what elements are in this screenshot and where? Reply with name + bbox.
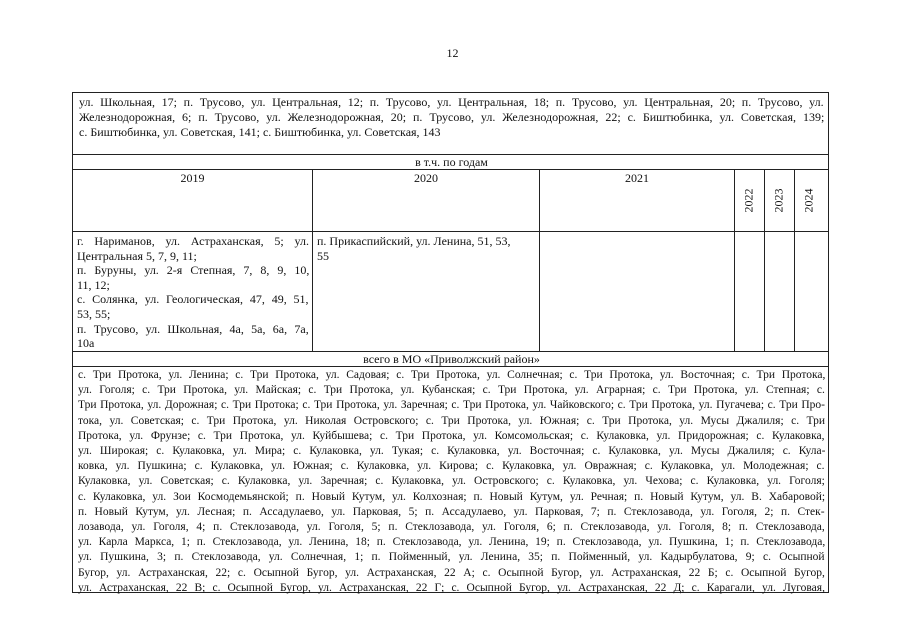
bottom-addresses-cell (78, 368, 825, 596)
column-divider (539, 169, 540, 351)
text-line: г. Нариманов, ул. Астраханская, 5; ул. (77, 234, 309, 248)
text-line: п. Прикаспийский, ул. Ленина, 51, 53, (317, 234, 511, 248)
text-line: ул. Карла Маркса, 1; п. Стеклозавода, ул. Ленина, 18; п. Стеклозавода, ул. Ленина, 19; п. Стеклозавода, ул. Пушкина, 1; п. Стеклозавода, (78, 536, 825, 549)
text-line: лозавода, ул. Гоголя, 4; п. Стеклозавода, ул. Гоголя, 5; п. Стеклозавода, ул. Гоголя, 6; п. Стеклозавода, ул. Гоголя, 8; п. Стеклозавода, (78, 521, 825, 534)
text-line: ул. Астраханская, 22 В; с. Осыпной Бугор, ул. Астраханская, 22 Г; с. Осыпной Бугор, ул. Астраханская, 22 Д; с. Карагали, ул. Луговая, (78, 581, 825, 594)
row-divider (73, 231, 828, 232)
col-2020-addresses (317, 234, 537, 263)
text-line: п. Новый Кутум, ул. Лесная; п. Ассадулаево, ул. Парковая, 5; п. Ассадулаево, ул. Парковая, 7; п. Стеклозавода, ул. Гоголя, 2; п. Стек- (78, 505, 825, 518)
year-header-2020: 2020 (414, 171, 438, 185)
text-line: ул. Школьная, 17; п. Трусово, ул. Центральная, 12; п. Трусово, ул. Центральная, 18; п. Трусово, ул. Центральная, 20; п. Трусово, ул. (79, 95, 824, 109)
column-divider (794, 169, 795, 351)
text-line: ковка, ул. Пушкина; с. Кулаковка, ул. Южная; с. Кулаковка, ул. Кирова; с. Кулаковка, ул. Овражная; с. Кулаковка, ул. Молодежная; с. (78, 460, 825, 473)
text-line: ул. Пушкина, 3; п. Стеклозавода, ул. Солнечная, 1; п. Пойменный, ул. Ленина, 35; п. Пойменный, ул. Кадырбулатова, 9; с. Осыпной (78, 551, 825, 564)
col-2019-addresses (77, 234, 309, 351)
text-line: с. Солянка, ул. Геологическая, 47, 49, 51, (77, 292, 309, 307)
top-addresses-cell (79, 95, 824, 140)
text-line: Три Протока, ул. Дорожная; с. Три Протока; с. Три Протока, ул. Заречная; с. Три Протока, ул. Чайковского; с. Три Протока, ул. Пугачева; с. Три Про- (78, 399, 825, 412)
text-line: Железнодорожная, 6; п. Трусово, ул. Железнодорожная, 20; п. Трусово, ул. Железнодорожная, 22; с. Биштюбинка, ул. Советская, 139; (79, 110, 824, 124)
column-divider (764, 169, 765, 351)
text-line: с. Биштюбинка, ул. Советская, 141; с. Биштюбинка, ул. Советская, 143 (79, 125, 441, 139)
year-header-2024: 2024 (801, 188, 816, 213)
text-line: п. Буруны, ул. 2-я Степная, 7, 8, 9, 10, (77, 263, 309, 278)
by-years-heading: в т.ч. по годам (415, 155, 488, 169)
total-heading: всего в МО «Приволжский район» (363, 352, 540, 366)
text-line: ул. Широкая; с. Кулаковка, ул. Мира; с. Кулаковка, ул. Тукая; с. Кулаковка, ул. Восточная; с. Кулаковка, ул. Мусы Джалиля; с. Кула- (78, 445, 825, 458)
text-line: 53, 55; (77, 306, 111, 321)
column-divider (734, 169, 735, 351)
text-line: Центральная 5, 7, 9, 11; (77, 248, 197, 263)
text-line: Бугор, ул. Астраханская, 22; с. Осыпной Бугор, ул. Астраханская, 22 А; с. Осыпной Бугор, ул. Астраханская, 22 Б; с. Осыпной Бугор, (78, 566, 825, 579)
text-line: 55 (317, 248, 329, 263)
text-line: 10а (77, 336, 95, 351)
text-line: Протока, ул. Фрунзе; с. Три Протока, ул. Куйбышева; с. Три Протока, ул. Комсомольская; с. Кулаковка, ул. Придорожная; с. Кулаковка, (78, 429, 825, 442)
text-line: тока, ул. Советская; с. Три Протока, ул. Николая Островского; с. Три Протока, ул. Южная; с. Три Протока, ул. Мусы Джалиля; с. Три (78, 414, 825, 427)
year-header-2019: 2019 (180, 171, 205, 185)
text-line: 11, 12; (77, 277, 110, 292)
column-divider (312, 169, 313, 351)
year-header-2021: 2021 (625, 171, 649, 185)
text-line: п. Трусово, ул. Школьная, 4а, 5а, 6а, 7а, (77, 321, 309, 336)
year-header-2022: 2022 (741, 188, 756, 213)
text-line: Кулаковка, ул. Советская; с. Кулаковка, ул. Заречная; с. Кулаковка, ул. Островского; с. Кулаковка, ул. Чехова; с. Кулаковка, ул. Гоголя; (78, 475, 825, 488)
page-number: 12 (446, 46, 459, 60)
text-line: ул. Гоголя; с. Три Протока, ул. Майская; с. Три Протока, ул. Кубанская; с. Три Протока, ул. Аграрная; с. Три Протока, ул. Степная; с. (78, 384, 825, 397)
year-header-2023: 2023 (771, 188, 786, 213)
addresses-table (72, 92, 829, 593)
text-line: с. Три Протока, ул. Ленина; с. Три Протока, ул. Садовая; с. Три Протока, ул. Солнечная; с. Три Протока, ул. Восточная; с. Три Протока, (78, 369, 825, 381)
text-line: с. Кулаковка, ул. Зои Космодемьянской; п. Новый Кутум, ул. Колхозная; п. Новый Кутум, ул. Речная; п. Новый Кутум, ул. В. Хабаровой; (78, 490, 825, 503)
